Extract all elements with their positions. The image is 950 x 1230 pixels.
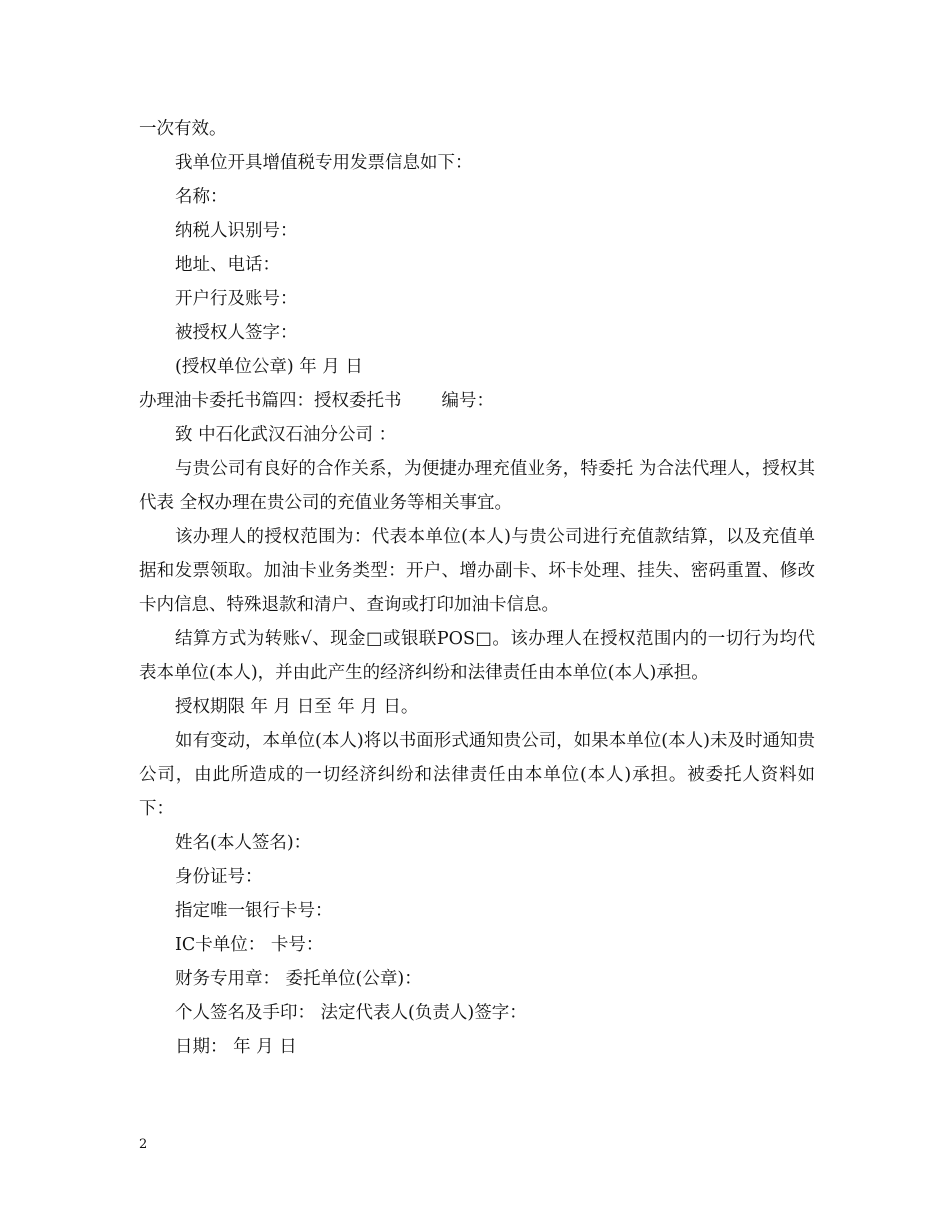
paragraph-settlement: 结算方式为转账√、现金□或银联POS□。该办理人在授权范围内的一切行为均代表本单位(本人)，并由此产生的经济纠纷和法律责任由本单位(本人)承担。 bbox=[139, 629, 815, 683]
field-id-number: 身份证号： bbox=[175, 867, 263, 887]
field-authorized-signature: 被授权人签字： bbox=[175, 323, 298, 343]
field-seals: 财务专用章： 委托单位(公章)： bbox=[175, 969, 422, 989]
seal-date-line: (授权单位公章) 年 月 日 bbox=[175, 357, 363, 377]
addressee-line: 致 中石化武汉石油分公司 ： bbox=[175, 425, 397, 445]
field-ic-card: IC卡单位： 卡号： bbox=[175, 935, 324, 955]
field-taxpayer-id: 纳税人识别号： bbox=[175, 221, 298, 241]
paragraph-changes: 如有变动，本单位(本人)将以书面形式通知贵公司，如果本单位(本人)未及时通知贵公司，由此所造成的一切经济纠纷和法律责任由本单位(本人)承担。被委托人资料如下： bbox=[139, 731, 815, 819]
serial-number-label: 编号： bbox=[441, 391, 494, 411]
invoice-info-heading: 我单位开具增值税专用发票信息如下： bbox=[175, 153, 473, 173]
field-signature-name: 姓名(本人签名)： bbox=[175, 833, 312, 853]
document-body bbox=[139, 112, 815, 1064]
field-name: 名称： bbox=[175, 187, 228, 207]
section-title: 办理油卡委托书篇四：授权委托书 bbox=[139, 391, 402, 411]
page-number: 2 bbox=[139, 1137, 148, 1152]
section-title-line bbox=[139, 384, 815, 418]
field-address-phone: 地址、电话： bbox=[175, 255, 280, 275]
field-date: 日期： 年 月 日 bbox=[175, 1037, 297, 1057]
paragraph-scope: 该办理人的授权范围为：代表本单位(本人)与贵公司进行充值款结算，以及充值单据和发票领取。加油卡业务类型：开户、增办副卡、坏卡处理、挂失、密码重置、修改卡内信息、特殊退款和清户、查询或打印加油卡信息。 bbox=[139, 527, 815, 615]
field-bank-account: 开户行及账号： bbox=[175, 289, 298, 309]
paragraph-entrust: 与贵公司有良好的合作关系，为便捷办理充值业务，特委托 为合法代理人，授权其代表 全权办理在贵公司的充值业务等相关事宜。 bbox=[139, 459, 815, 513]
field-bank-card: 指定唯一银行卡号： bbox=[175, 901, 333, 921]
field-signatures: 个人签名及手印： 法定代表人(负责人)签字： bbox=[175, 1003, 527, 1023]
authorization-period: 授权期限 年 月 日至 年 月 日。 bbox=[175, 697, 419, 717]
text-line: 一次有效。 bbox=[139, 119, 227, 139]
